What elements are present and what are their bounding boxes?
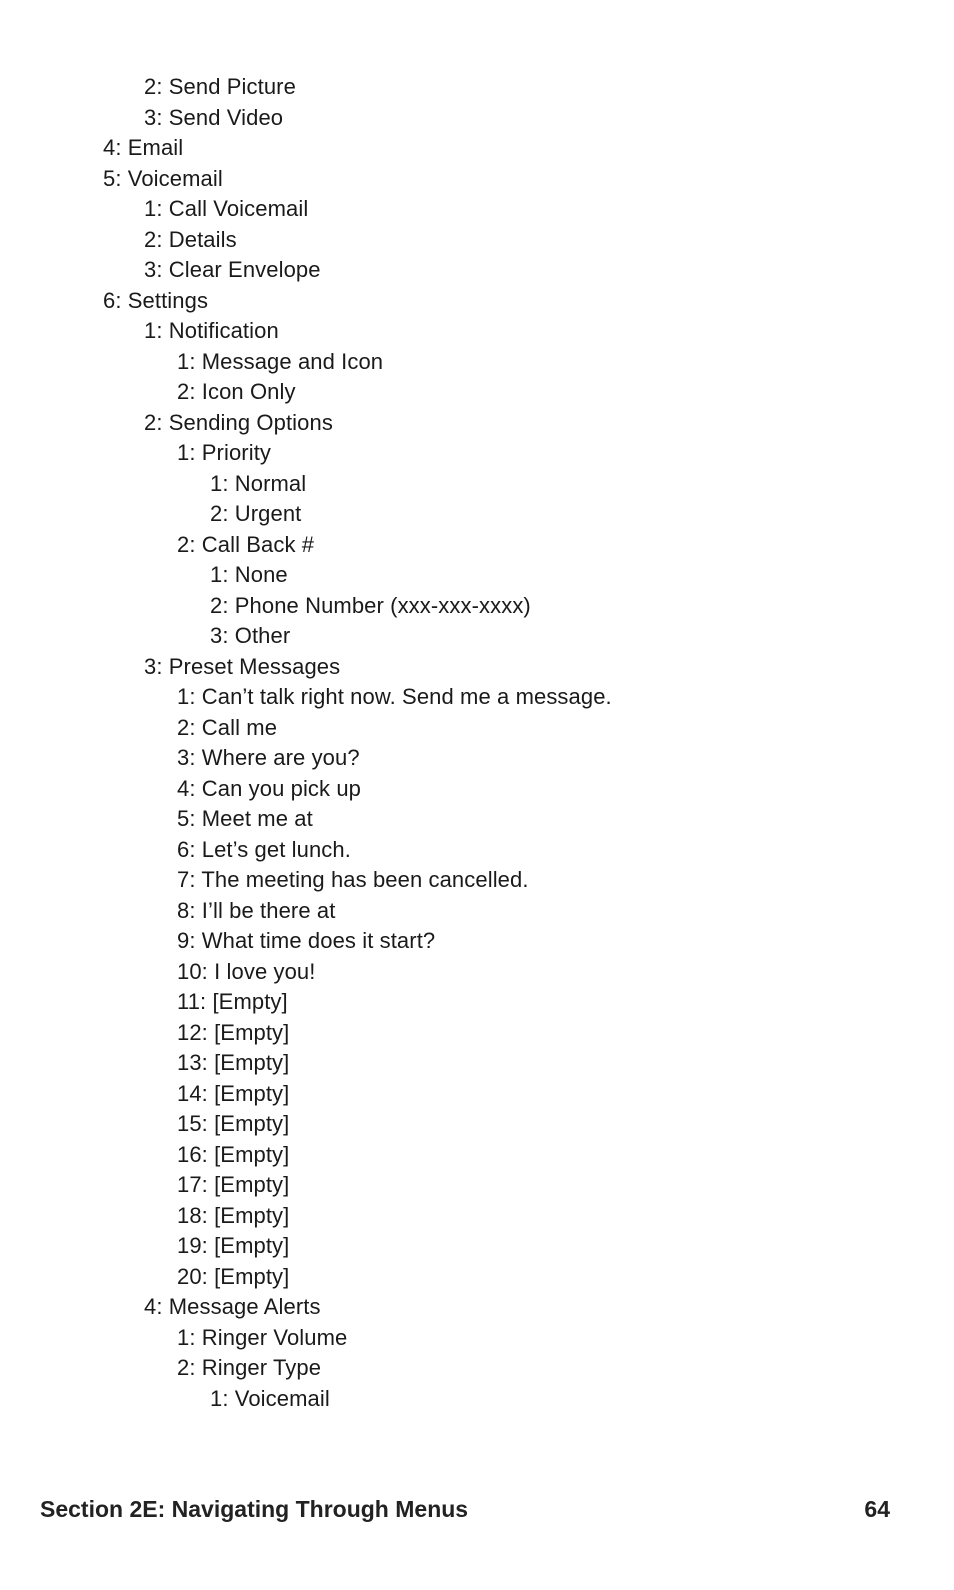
section-title: Section 2E: Navigating Through Menus bbox=[40, 1495, 469, 1522]
menu-item: 2: Icon Only bbox=[177, 379, 296, 404]
menu-item: 2: Call Back # bbox=[177, 531, 315, 557]
menu-item: 3: Other bbox=[210, 623, 291, 648]
menu-item: 4: Can you pick up bbox=[177, 775, 362, 801]
menu-item: 8: I’ll be there at bbox=[177, 897, 336, 923]
page-footer bbox=[40, 1492, 890, 1526]
menu-item: 2: Send Picture bbox=[144, 74, 296, 99]
menu-item: 2: Ringer Type bbox=[177, 1355, 322, 1380]
menu-item: 6: Let’s get lunch. bbox=[177, 836, 351, 862]
menu-item: 5: Voicemail bbox=[103, 165, 223, 191]
menu-item: 6: Settings bbox=[103, 287, 209, 313]
menu-item: 17: [Empty] bbox=[177, 1172, 290, 1197]
menu-item: 2: Details bbox=[144, 226, 237, 252]
menu-item: 1: Priority bbox=[177, 440, 272, 465]
menu-item: 1: Can’t talk right now. Send me a message. bbox=[177, 684, 612, 709]
menu-item: 1: Ringer Volume bbox=[177, 1324, 348, 1350]
menu-item: 2: Call me bbox=[177, 714, 278, 740]
menu-item: 1: Message and Icon bbox=[177, 348, 384, 374]
menu-item: 3: Where are you? bbox=[177, 745, 360, 770]
menu-item: 20: [Empty] bbox=[177, 1263, 290, 1289]
menu-item: 2: Sending Options bbox=[144, 409, 333, 435]
menu-item: 1: Notification bbox=[144, 318, 279, 343]
menu-item: 10: I love you! bbox=[177, 958, 316, 984]
menu-item: 1: Voicemail bbox=[210, 1385, 330, 1411]
menu-item: 15: [Empty] bbox=[177, 1111, 290, 1136]
menu-item: 5: Meet me at bbox=[177, 806, 313, 831]
menu-item: 4: Message Alerts bbox=[144, 1294, 321, 1319]
menu-item: 3: Send Video bbox=[144, 104, 284, 130]
menu-item: 18: [Empty] bbox=[177, 1202, 290, 1228]
menu-item: 7: The meeting has been cancelled. bbox=[177, 867, 529, 892]
menu-item: 3: Clear Envelope bbox=[144, 257, 321, 282]
menu-item: 1: None bbox=[210, 562, 288, 587]
menu-item: 19: [Empty] bbox=[177, 1233, 290, 1258]
menu-item: 3: Preset Messages bbox=[144, 653, 341, 679]
menu-item: 12: [Empty] bbox=[177, 1019, 290, 1045]
menu-item: 9: What time does it start? bbox=[177, 928, 436, 953]
menu-item: 2: Phone Number (xxx-xxx-xxxx) bbox=[210, 592, 531, 618]
menu-outline bbox=[0, 72, 954, 1414]
page-number: 64 bbox=[864, 1495, 890, 1522]
menu-item: 1: Normal bbox=[210, 470, 307, 496]
menu-item: 14: [Empty] bbox=[177, 1080, 290, 1106]
menu-item: 4: Email bbox=[103, 135, 184, 160]
menu-item: 13: [Empty] bbox=[177, 1050, 290, 1075]
menu-item: 16: [Empty] bbox=[177, 1141, 290, 1167]
menu-item: 11: [Empty] bbox=[177, 989, 288, 1014]
menu-item: 1: Call Voicemail bbox=[144, 196, 309, 221]
menu-item: 2: Urgent bbox=[210, 501, 302, 526]
